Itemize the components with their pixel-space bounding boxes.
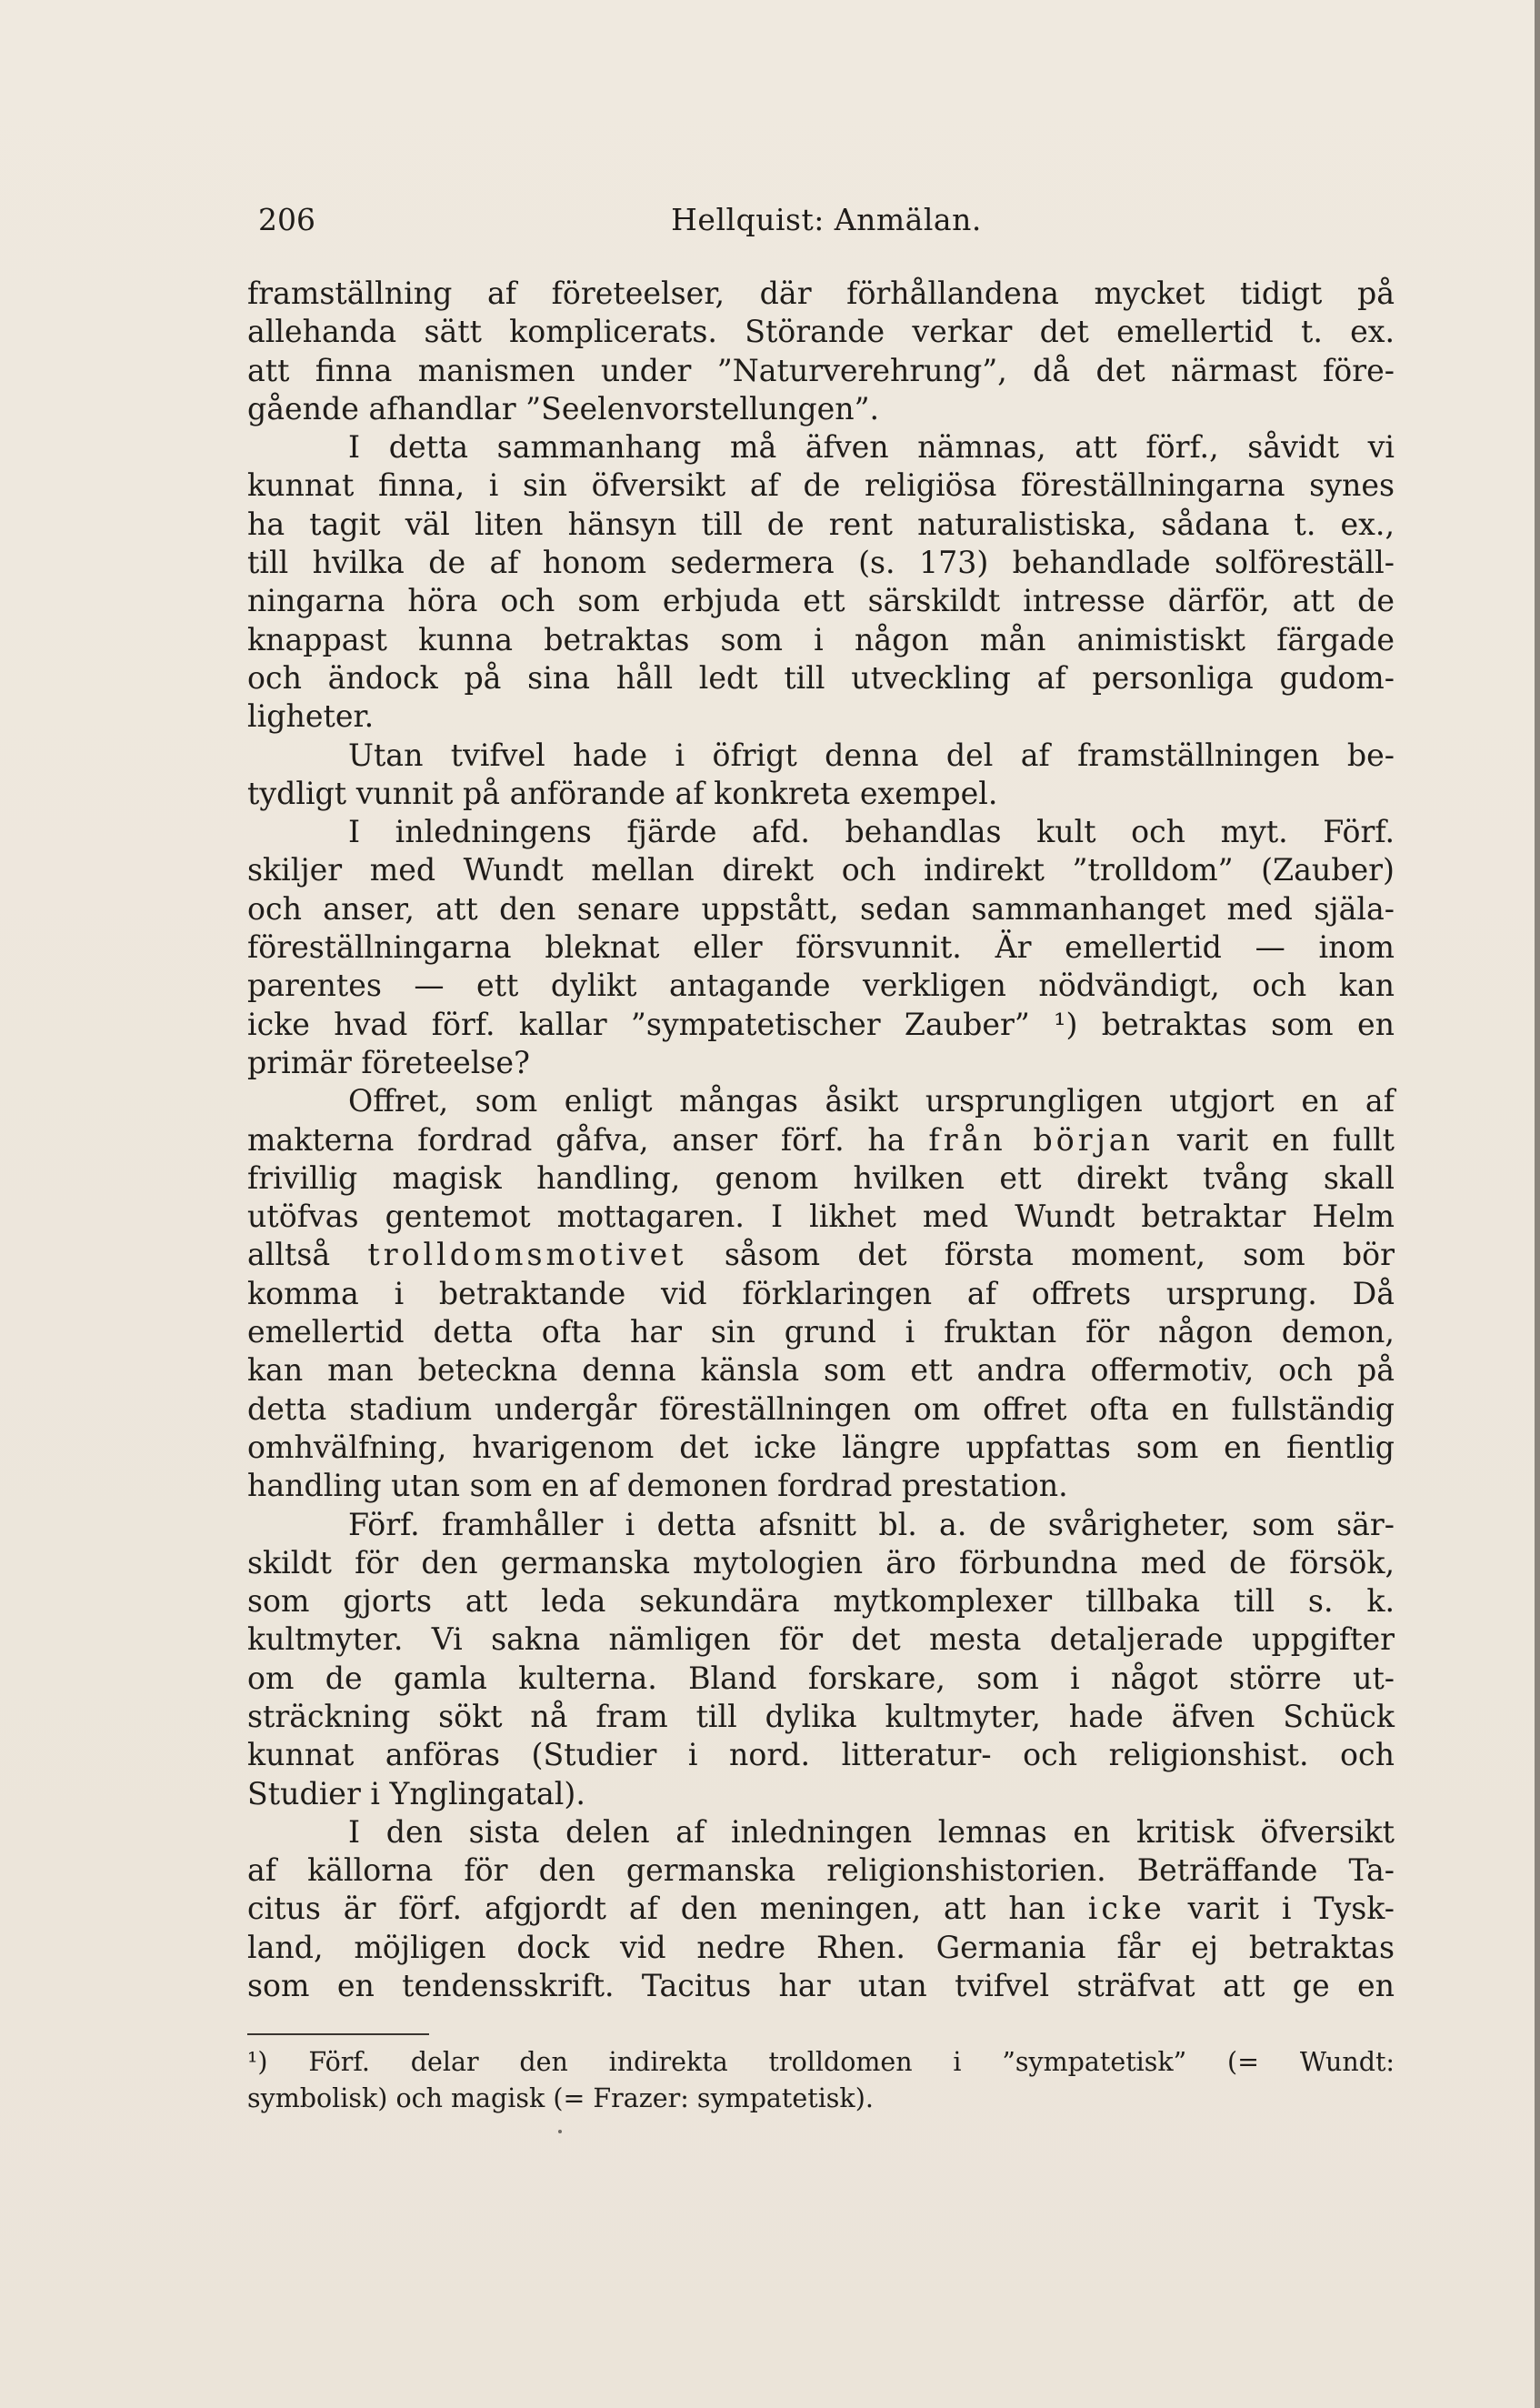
text-line: emellertid detta ofta har sin grund i fruktan för någon demon, <box>247 1314 1395 1350</box>
footnote-line: symbolisk) och magisk (= Frazer: sympatetisk). <box>247 2083 874 2113</box>
footnotes <box>247 2044 1395 2117</box>
footnote-divider <box>247 2033 429 2035</box>
text-line: handling utan som en af demonen fordrad prestation. <box>247 1468 1068 1504</box>
text-line: tydligt vunnit på anförande af konkreta exempel. <box>247 775 998 811</box>
text-line: gående afhandlar ”Seelenvorstellungen”. <box>247 390 880 426</box>
text-line: Förf. framhåller i detta afsnitt bl. a. de svårigheter, som sär- <box>348 1506 1395 1542</box>
text-line: I den sista delen af inledningen lemnas en kritisk öfversikt <box>348 1813 1395 1850</box>
page-header <box>258 202 1395 242</box>
text-line: komma i betraktande vid förklaringen af offrets ursprung. Då <box>247 1275 1395 1311</box>
text-line: Studier i Ynglingatal). <box>247 1775 585 1811</box>
text-segment: varit i Tysk- <box>1187 1891 1395 1927</box>
text-line: icke hvad förf. kallar ”sympatetischer Zauber” ¹) betraktas som en <box>247 1006 1395 1042</box>
text-line: omhvälfning, hvarigenom det icke längre uppfattas som en fientlig <box>247 1429 1395 1465</box>
body-text <box>247 275 1395 2005</box>
text-line: ligheter. <box>247 698 375 735</box>
text-line: ningarna höra och som erbjuda ett särskildt intresse därför, att de <box>247 583 1395 619</box>
text-line: som gjorts att leda sekundära mytkomplexer tillbaka till s. k. <box>247 1583 1395 1620</box>
text-line: kan man beteckna denna känsla som ett andra offermotiv, och på <box>247 1352 1395 1389</box>
text-line: Utan tvifvel hade i öfrigt denna del af framställningen be- <box>348 737 1395 773</box>
spaced-emphasis: från början <box>928 1121 1155 1158</box>
text-line: kunnat anföras (Studier i nord. litteratur- och religionshist. och <box>247 1737 1395 1773</box>
text-line: parentes — ett dylikt antagande verkligen nödvändigt, och kan <box>247 968 1395 1004</box>
text-line: primär företeelse? <box>247 1044 530 1080</box>
text-segment: alltså <box>247 1237 331 1273</box>
footnote-line: ¹) Förf. delar den indirekta trolldomen i ”sympatetisk” (= Wundt: <box>247 2047 1395 2077</box>
text-line <box>247 1890 1395 1928</box>
spaced-emphasis: trolldomsmotivet <box>367 1237 687 1273</box>
text-line: skildt för den germanska mytologien äro förbundna med de försök, <box>247 1544 1395 1580</box>
text-line: som en tendensskrift. Tacitus har utan tvifvel sträfvat att ge en <box>247 1968 1395 2004</box>
text-line: skiljer med Wundt mellan direkt och indirekt ”trolldom” (Zauber) <box>247 852 1395 888</box>
text-line: till hvilka de af honom sedermera (s. 173) behandlade solföreställ- <box>247 545 1395 581</box>
text-line: knappast kunna betraktas som i någon mån animistiskt färgade <box>247 621 1395 657</box>
text-line: land, möjligen dock vid nedre Rhen. Germania får ej betraktas <box>247 1929 1395 1965</box>
text-line: allehanda sätt komplicerats. Störande verkar det emellertid t. ex. <box>247 314 1395 350</box>
text-line: I inledningens fjärde afd. behandlas kult och myt. Förf. <box>348 814 1395 850</box>
text-line: om de gamla kulterna. Bland forskare, som i något större ut- <box>247 1660 1395 1696</box>
text-line: utöfvas gentemot mottagaren. I likhet med Wundt betraktar Helm <box>247 1199 1395 1235</box>
page-number: 206 <box>258 202 315 237</box>
text-line: kultmyter. Vi sakna nämligen för det mesta detaljerade uppgifter <box>247 1621 1395 1658</box>
print-speck <box>558 2130 562 2133</box>
spaced-emphasis: icke <box>1087 1891 1165 1927</box>
text-line: Offret, som enligt mångas åsikt ursprungligen utgjort en af <box>348 1083 1395 1119</box>
text-line: frivillig magisk handling, genom hvilken ett direkt tvång skall <box>247 1159 1395 1196</box>
page-edge-shadow <box>1535 0 1540 2408</box>
text-line: och anser, att den senare uppstått, sedan sammanhanget med själa- <box>247 890 1395 927</box>
text-segment: varit en fullt <box>1176 1121 1395 1158</box>
text-line: framställning af företeelser, där förhållandena mycket tidigt på <box>247 276 1395 311</box>
text-segment: citus är förf. afgjordt af den meningen, att han <box>247 1891 1065 1927</box>
running-title: Hellquist: Anmälan. <box>671 202 982 237</box>
text-line: sträckning sökt nå fram till dylika kultmyter, hade äfven Schück <box>247 1698 1395 1734</box>
text-segment: såsom det första moment, som bör <box>724 1237 1395 1273</box>
text-line: detta stadium undergår föreställningen om offret ofta en fullständig <box>247 1390 1395 1427</box>
text-line <box>247 1121 1395 1159</box>
text-line: föreställningarna bleknat eller försvunnit. Är emellertid — inom <box>247 929 1395 966</box>
text-line: kunnat finna, i sin öfversikt af de religiösa föreställningarna synes <box>247 467 1395 504</box>
text-line: I detta sammanhang må äfven nämnas, att förf., såvidt vi <box>348 429 1395 466</box>
text-line: ha tagit väl liten hänsyn till de rent naturalistiska, sådana t. ex., <box>247 506 1395 542</box>
text-line: af källorna för den germanska religionshistorien. Beträffande Ta- <box>247 1852 1395 1889</box>
text-segment: makterna fordrad gåfva, anser förf. ha <box>247 1121 905 1158</box>
text-line: att finna manismen under ”Naturverehrung”, då det närmast före- <box>247 352 1395 388</box>
text-line: och ändock på sina håll ledt till utveckling af personliga gudom- <box>247 659 1395 696</box>
text-line <box>247 1236 1395 1274</box>
